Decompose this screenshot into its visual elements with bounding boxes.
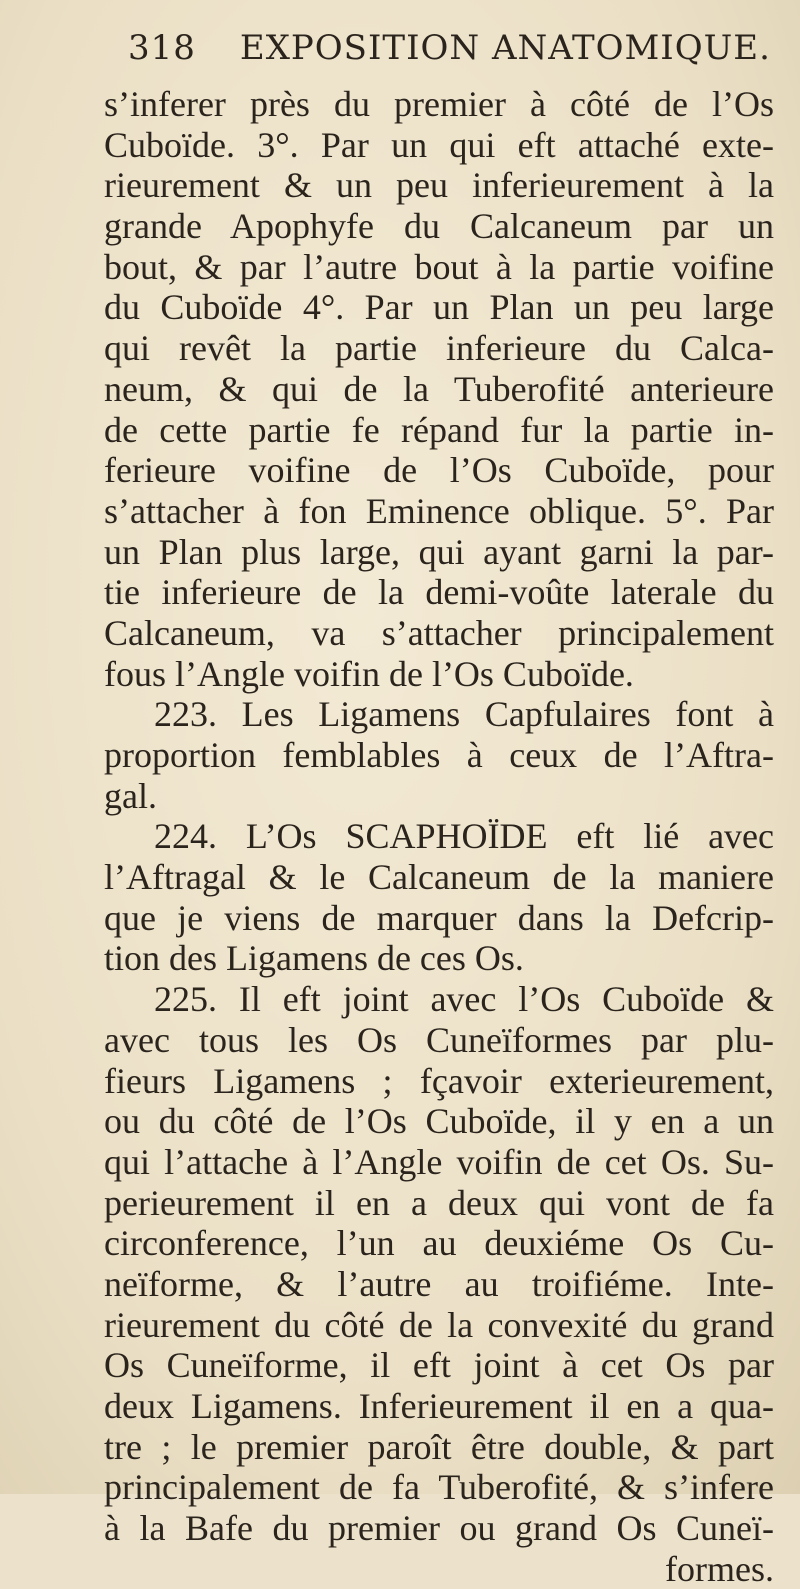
paragraph-223: 223. Les Ligamens Capfulaires font à	[154, 694, 774, 735]
text-line: à la Bafe du premier ou grand Os Cuneï-	[104, 1508, 774, 1549]
text-line: ferieure voifine de l’Os Cuboïde, pour	[104, 450, 774, 491]
text-line: proportion femblables à ceux de l’Aftra-	[104, 735, 774, 775]
text-line: gal.	[104, 775, 157, 816]
text-line: Calcaneum, va s’attacher principalement	[104, 612, 774, 653]
text-line: que je viens de marquer dans la Defcrip-	[104, 897, 774, 938]
text-line: neïforme, & l’autre au troifiéme. Inte-	[104, 1263, 774, 1304]
text-line: l’Aftragal & le Calcaneum de la maniere	[104, 857, 774, 898]
running-header	[128, 28, 771, 68]
text-line: rieurement & un peu inferieurement à la	[104, 165, 774, 206]
text-line: un Plan plus large, qui ayant garni la par-	[104, 531, 774, 572]
paragraph-224: 224. L’Os SCAPHOÏDE eft lié avec	[154, 816, 774, 857]
text-line: fous l’Angle voifin de l’Os Cuboïde.	[104, 653, 634, 694]
page-number: 318	[128, 28, 196, 68]
paragraph-225: 225. Il eft joint avec l’Os Cuboïde &	[154, 979, 774, 1020]
text-line: rieurement du côté de la convexité du grand	[104, 1304, 774, 1345]
text-line: bout, & par l’autre bout à la partie voifine	[104, 246, 774, 287]
text-line: tre ; le premier paroît être double, & part	[104, 1426, 774, 1467]
text-line: principalement de fa Tuberofité, & s’infere	[104, 1467, 774, 1508]
text-line: deux Ligamens. Inferieurement il en a qua-	[104, 1386, 774, 1426]
text-line: qui l’attache à l’Angle voifin de cet Os. Su-	[104, 1141, 774, 1182]
text-line: Cuboïde. 3°. Par un qui eft attaché exte-	[104, 124, 774, 165]
text-line: grande Apophyfe du Calcaneum par un	[104, 206, 774, 247]
text-line: qui revêt la partie inferieure du Calca-	[104, 328, 774, 369]
text-line: ou du côté de l’Os Cuboïde, il y en a un	[104, 1101, 774, 1142]
text-line: tion des Ligamens de ces Os.	[104, 938, 524, 979]
text-line: tie inferieure de la demi-voûte laterale du	[104, 572, 774, 613]
text-line: neum, & qui de la Tuberofité anterieure	[104, 368, 774, 409]
text-line: formes.	[665, 1548, 774, 1589]
text-line: s’attacher à fon Eminence oblique. 5°. Par	[104, 490, 774, 531]
text-line: fieurs Ligamens ; fçavoir exterieurement,	[104, 1060, 774, 1101]
text-line: du Cuboïde 4°. Par un Plan un peu large	[104, 287, 774, 328]
body-text	[104, 84, 774, 1589]
text-line: s’inferer près du premier à côté de l’Os	[104, 84, 774, 124]
text-line: avec tous les Os Cuneïformes par plu-	[104, 1019, 774, 1060]
text-line: perieurement il en a deux qui vont de fa	[104, 1182, 774, 1223]
running-title: EXPOSITION ANATOMIQUE.	[239, 28, 771, 68]
text-line: circonference, l’un au deuxiéme Os Cu-	[104, 1223, 774, 1264]
text-line: de cette partie fe répand fur la partie in-	[104, 409, 774, 450]
text-line: Os Cuneïforme, il eft joint à cet Os par	[104, 1345, 774, 1386]
